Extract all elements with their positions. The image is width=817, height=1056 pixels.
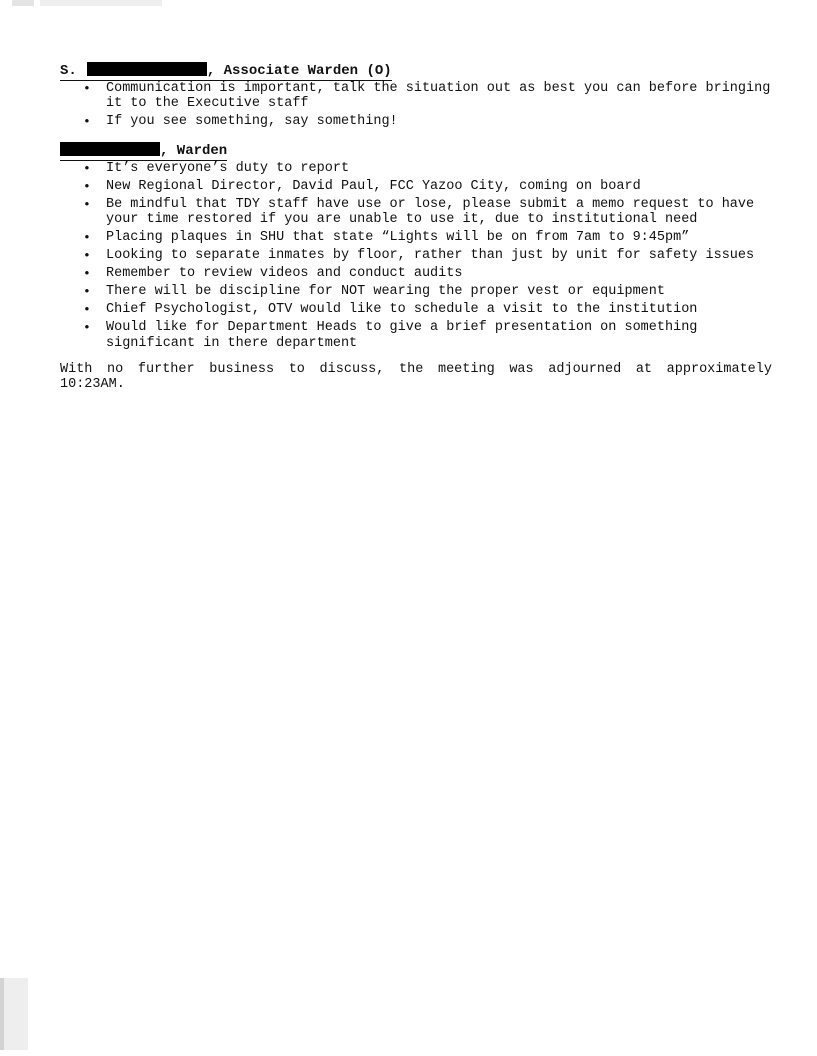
list-item: • Be mindful that TDY staff have use or lose, please submit a memo request to have your time restored if you are unable to use it, due to institutional need (106, 197, 780, 228)
section-heading (60, 62, 392, 81)
bullet-list (60, 161, 780, 351)
list-item: • Chief Psychologist, OTV would like to schedule a visit to the institution (106, 302, 780, 317)
section-associate-warden (60, 61, 780, 130)
list-item: • Placing plaques in SHU that state “Lights will be on from 7am to 9:45pm” (106, 230, 780, 245)
scan-artifact-top (12, 0, 162, 6)
section-heading (60, 142, 227, 161)
section-warden (60, 141, 780, 351)
bullet-list (60, 81, 780, 130)
heading-title: , Warden (160, 142, 228, 159)
list-item: • If you see something, say something! (106, 114, 780, 129)
list-item: • New Regional Director, David Paul, FCC Yazoo City, coming on board (106, 179, 780, 194)
redaction-box (60, 142, 160, 156)
list-item: • Remember to review videos and conduct audits (106, 266, 780, 281)
list-item: • Would like for Department Heads to give a brief presentation on something significant in there department (106, 320, 780, 351)
document-page (60, 61, 780, 406)
list-item: • There will be discipline for NOT wearing the proper vest or equipment (106, 284, 780, 299)
heading-title: , Associate Warden (O) (206, 63, 392, 79)
scan-artifact-left (0, 978, 28, 1050)
closing-paragraph: With no further business to discuss, the meeting was adjourned at approximately 10:23AM. (60, 362, 772, 393)
list-item: • Communication is important, talk the situation out as best you can before bringing it to the Executive staff (106, 81, 780, 112)
list-item: • Looking to separate inmates by floor, rather than just by unit for safety issues (106, 248, 780, 263)
heading-prefix: S. (60, 63, 77, 79)
redaction-box (87, 62, 207, 76)
list-item: • It’s everyone’s duty to report (106, 161, 780, 176)
